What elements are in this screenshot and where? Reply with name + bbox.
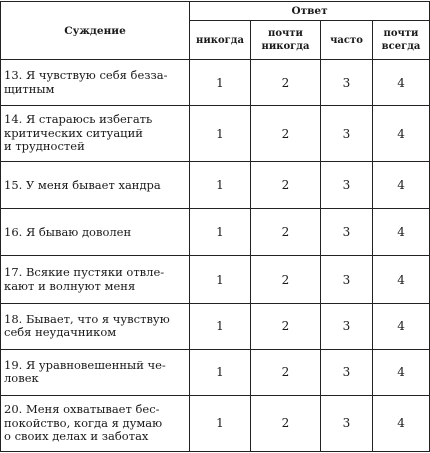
score-cell[interactable]: 3 bbox=[321, 162, 373, 209]
table-row bbox=[1, 256, 430, 303]
score-cell[interactable]: 2 bbox=[251, 60, 321, 106]
statement-header: Суждение bbox=[1, 2, 190, 60]
statement-15: 15. У меня бывает хандра bbox=[1, 162, 190, 209]
table-row bbox=[1, 162, 430, 209]
score-cell[interactable]: 2 bbox=[251, 395, 321, 451]
score-cell[interactable]: 3 bbox=[321, 395, 373, 451]
score-cell[interactable]: 3 bbox=[321, 303, 373, 349]
score-cell[interactable]: 4 bbox=[373, 106, 430, 162]
score-cell[interactable]: 2 bbox=[251, 349, 321, 395]
score-cell[interactable]: 3 bbox=[321, 256, 373, 303]
score-cell[interactable]: 2 bbox=[251, 256, 321, 303]
statement-19: 19. Я уравновешенный че- ловек bbox=[1, 349, 190, 395]
table-row bbox=[1, 209, 430, 256]
score-cell[interactable]: 4 bbox=[373, 256, 430, 303]
score-cell[interactable]: 3 bbox=[321, 209, 373, 256]
option-almost-always: почти всегда bbox=[373, 21, 430, 60]
score-cell[interactable]: 4 bbox=[373, 349, 430, 395]
table-row bbox=[1, 395, 430, 451]
table-row bbox=[1, 60, 430, 106]
score-cell[interactable]: 1 bbox=[190, 209, 251, 256]
option-never: никогда bbox=[190, 21, 251, 60]
table-row bbox=[1, 106, 430, 162]
score-cell[interactable]: 4 bbox=[373, 209, 430, 256]
header-row-top bbox=[1, 2, 430, 21]
score-cell[interactable]: 1 bbox=[190, 395, 251, 451]
statement-20: 20. Меня охватывает бес- покойство, когда я думаю о своих делах и заботах bbox=[1, 395, 190, 451]
score-cell[interactable]: 4 bbox=[373, 60, 430, 106]
score-cell[interactable]: 1 bbox=[190, 162, 251, 209]
statement-13: 13. Я чувствую себя безза- щитным bbox=[1, 60, 190, 106]
statement-17: 17. Всякие пустяки отвле- кают и волнуют меня bbox=[1, 256, 190, 303]
answer-header: Ответ bbox=[190, 2, 430, 21]
score-cell[interactable]: 2 bbox=[251, 303, 321, 349]
survey-table bbox=[0, 1, 430, 452]
score-cell[interactable]: 3 bbox=[321, 60, 373, 106]
score-cell[interactable]: 3 bbox=[321, 349, 373, 395]
option-almost-never: почти никогда bbox=[251, 21, 321, 60]
table-row bbox=[1, 349, 430, 395]
score-cell[interactable]: 2 bbox=[251, 162, 321, 209]
score-cell[interactable]: 2 bbox=[251, 106, 321, 162]
score-cell[interactable]: 4 bbox=[373, 162, 430, 209]
table-row bbox=[1, 303, 430, 349]
statement-16: 16. Я бываю доволен bbox=[1, 209, 190, 256]
score-cell[interactable]: 1 bbox=[190, 60, 251, 106]
score-cell[interactable]: 1 bbox=[190, 349, 251, 395]
score-cell[interactable]: 3 bbox=[321, 106, 373, 162]
score-cell[interactable]: 4 bbox=[373, 395, 430, 451]
score-cell[interactable]: 1 bbox=[190, 256, 251, 303]
score-cell[interactable]: 2 bbox=[251, 209, 321, 256]
score-cell[interactable]: 4 bbox=[373, 303, 430, 349]
score-cell[interactable]: 1 bbox=[190, 303, 251, 349]
option-often: часто bbox=[321, 21, 373, 60]
statement-18: 18. Бывает, что я чувствую себя неудачником bbox=[1, 303, 190, 349]
statement-14: 14. Я стараюсь избегать критических ситуаций и трудностей bbox=[1, 106, 190, 162]
score-cell[interactable]: 1 bbox=[190, 106, 251, 162]
